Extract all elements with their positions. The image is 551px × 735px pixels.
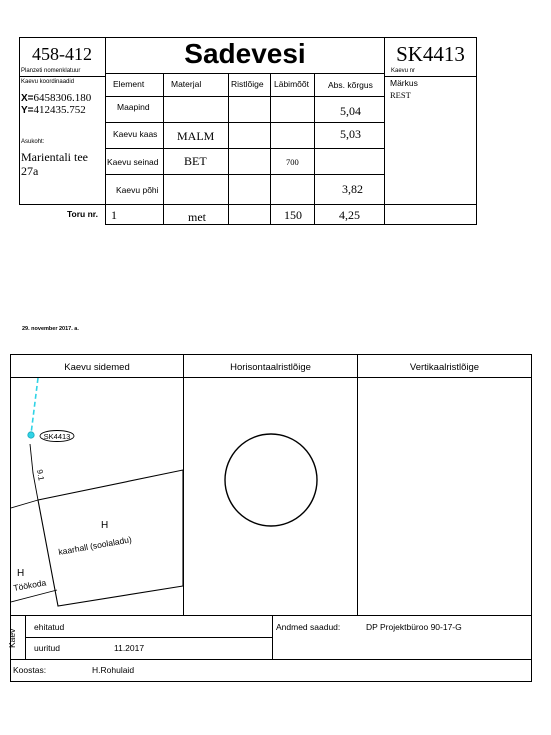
well-section-circle <box>225 434 317 526</box>
compiled-label: Koostas: <box>13 665 47 675</box>
pipe-number: 1 <box>111 208 117 222</box>
nomenclature-code: 458-412 <box>32 44 92 64</box>
row-abs-height: 3,82 <box>342 182 363 196</box>
panel-title-plan: Kaevu sidemed <box>64 362 130 373</box>
panel-title-horizontal: Horisontaalristlõige <box>230 362 311 373</box>
well-id-caption: Kaevu nr <box>391 68 416 74</box>
kaev-label: Kaev <box>7 628 17 648</box>
workshop-h-mark: H <box>17 568 25 579</box>
row-abs-height: 5,04 <box>340 104 361 118</box>
workshop-label: Töökoda <box>12 577 47 593</box>
well-marker-icon <box>28 432 34 438</box>
pipe-abs-height: 4,25 <box>339 208 360 222</box>
compiled-value: H.Rohulaid <box>92 665 135 675</box>
row-element: Kaevu seinad <box>107 157 159 167</box>
row-element: Kaevu kaas <box>113 129 158 139</box>
coord-y-label: Y= <box>21 105 34 116</box>
col-abs-height: Abs. kõrgus <box>328 80 373 90</box>
pipe-material: met <box>188 210 206 224</box>
col-material: Materjal <box>171 79 202 89</box>
location-value: Marientali tee 27a <box>21 150 88 178</box>
pipe-diameter: 150 <box>284 208 302 222</box>
panel-title-vertical: Vertikaalristlõige <box>409 362 480 373</box>
coord-x <box>21 92 91 104</box>
horizontal-section <box>184 378 357 615</box>
vertical-section <box>358 378 531 615</box>
made-label: ehitatud <box>34 622 65 632</box>
location-caption: Asukoht: <box>21 139 45 145</box>
coord-y-value: 412435.752 <box>33 104 86 116</box>
col-remarks: Märkus <box>390 78 418 88</box>
coords-caption: Kaevu koordinaadid <box>21 79 75 85</box>
pipe-line <box>31 378 38 434</box>
date-stamp: 29. november 2017. a. <box>22 326 79 332</box>
coord-x-value: 6458306.180 <box>33 92 92 104</box>
building-label: kaarhall (soolaladu) <box>57 534 133 557</box>
row-material: BET <box>184 154 207 168</box>
building-h-mark: H <box>101 520 109 531</box>
row-material: MALM <box>177 129 215 143</box>
well-tag-label: SK4413 <box>43 432 71 441</box>
boundary-line <box>11 500 38 508</box>
distance-label: 9.1 <box>35 468 46 482</box>
row-element: Kaevu põhi <box>116 185 159 195</box>
pipe-label: Toru nr. <box>67 209 99 219</box>
col-diameter: Läbimõõt <box>274 79 309 89</box>
col-element: Element <box>113 79 145 89</box>
surveyed-value: 11.2017 <box>114 643 145 653</box>
site-map <box>11 378 183 615</box>
well-id: SK4413 <box>396 42 465 66</box>
data-source-value: DP Projektbüroo 90-17-G <box>366 622 462 632</box>
row-element: Maapind <box>117 102 150 112</box>
surveyed-label: uuritud <box>34 643 60 653</box>
card-title: Sadevesi <box>184 38 306 69</box>
row-diameter: 700 <box>286 157 299 167</box>
remarks-value: REST <box>390 90 411 100</box>
col-cross-slope: Ristlõige <box>231 79 264 89</box>
row-abs-height: 5,03 <box>340 127 361 141</box>
coord-y <box>21 104 86 116</box>
coord-x-label: X= <box>21 93 34 104</box>
nomenclature-caption: Planzeti nomenklatuur <box>21 68 81 74</box>
data-source-label: Andmed saadud: <box>276 622 341 632</box>
